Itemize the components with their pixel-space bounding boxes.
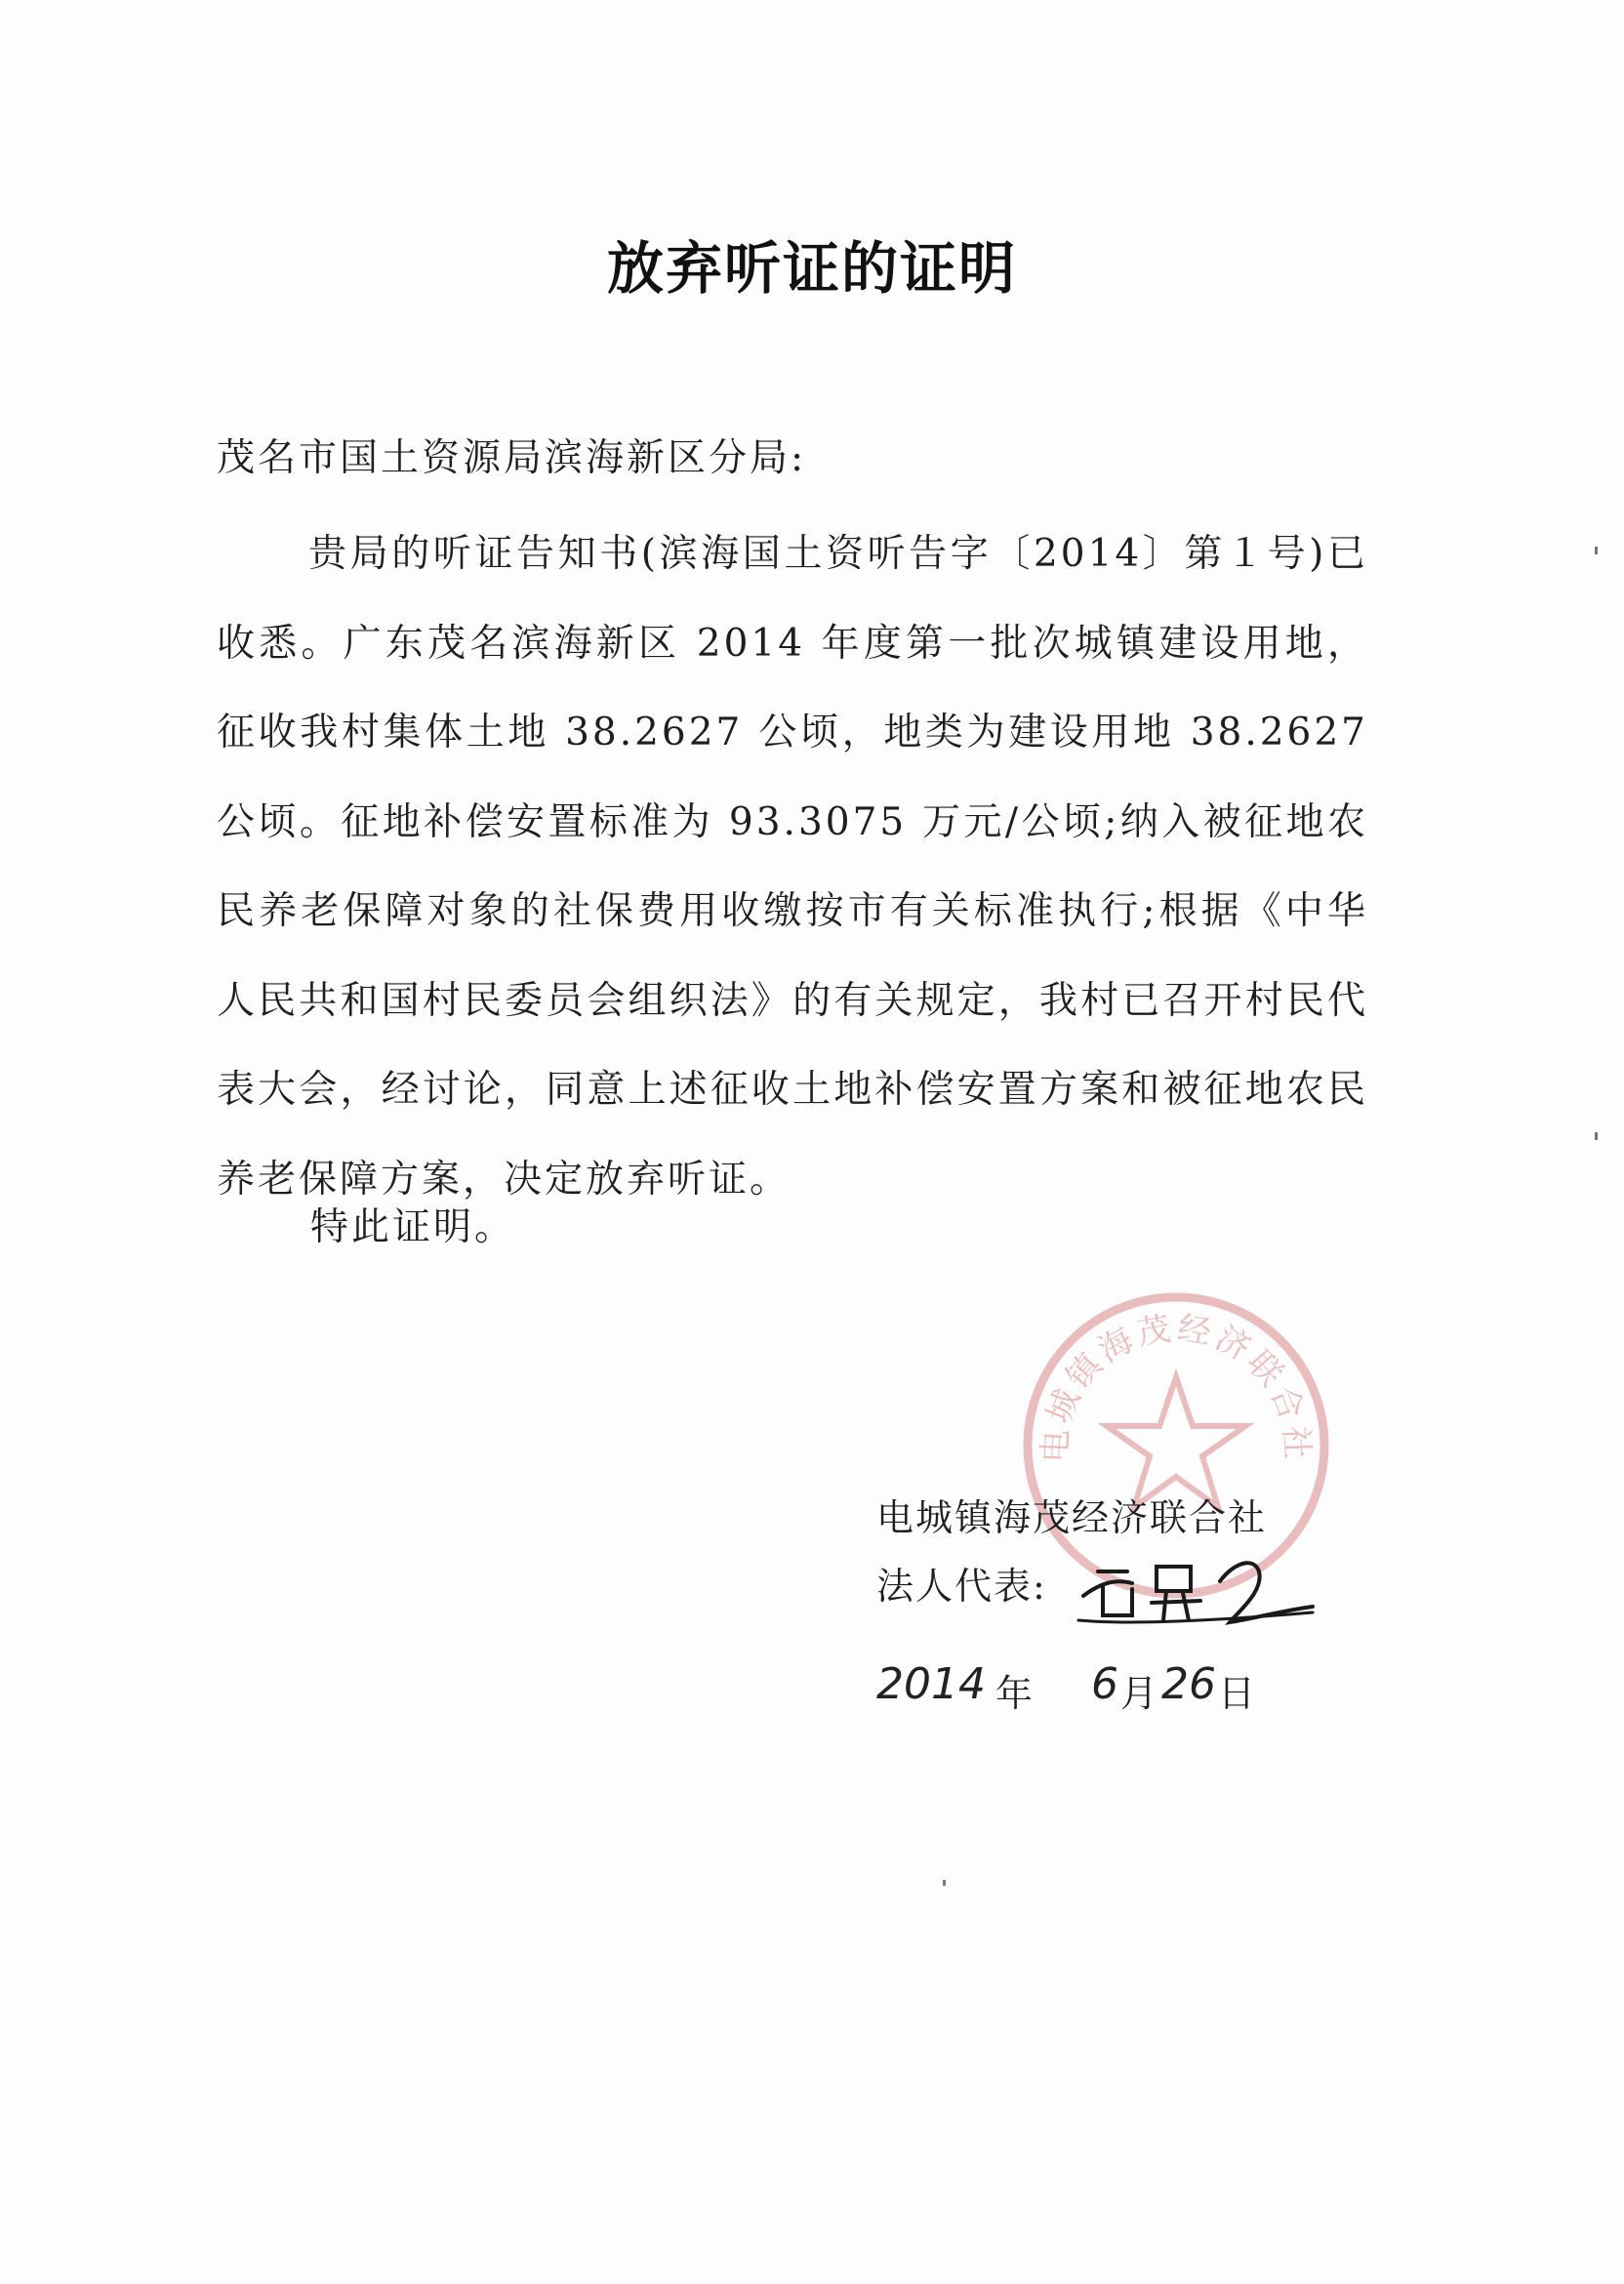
date-line (876, 1659, 1306, 1722)
organization-name: 电城镇海茂经济联合社 (876, 1496, 1268, 1539)
svg-text:电城镇海茂经济联合社: 电城镇海茂经济联合社 (1035, 1308, 1317, 1464)
date-month: 6 (1091, 1659, 1118, 1709)
date-day: 26 (1161, 1659, 1216, 1709)
representative-label: 法人代表: (876, 1565, 1047, 1608)
scan-speck (943, 1880, 946, 1886)
handwritten-signature (1074, 1542, 1318, 1630)
closing-line: 特此证明。 (310, 1205, 516, 1249)
date-month-unit: 月 (1120, 1672, 1158, 1715)
date-year-unit: 年 (995, 1672, 1034, 1715)
body-paragraph: 贵局的听证告知书(滨海国土资听告字〔2014〕第１号)已收悉。广东茂名滨海新区 2014 年度第一批次城镇建设用地，征收我村集体土地 38.2627 公顷，地类为建设用地 38.2627 公顷。征地补偿安置标准为 93.3075 万元/公顷;纳入被征地农民养老保障对象的社保费用收缴按市有关标准执行;根据《中华人民共和国村民委员会组织法》的有关规定，我村已召开村民代表大会，经讨论，同意上述征收土地补偿安置方案和被征地农民养老保障方案，决定放弃听证。 (217, 532, 1368, 1202)
scan-speck (1595, 547, 1598, 554)
scan-speck (1595, 1132, 1598, 1140)
document-title: 放弃听证的证明 (606, 235, 1017, 302)
addressee: 茂名市国土资源局滨海新区分局: (217, 436, 807, 480)
date-day-unit: 日 (1218, 1672, 1256, 1715)
date-year: 2014 (876, 1659, 986, 1709)
